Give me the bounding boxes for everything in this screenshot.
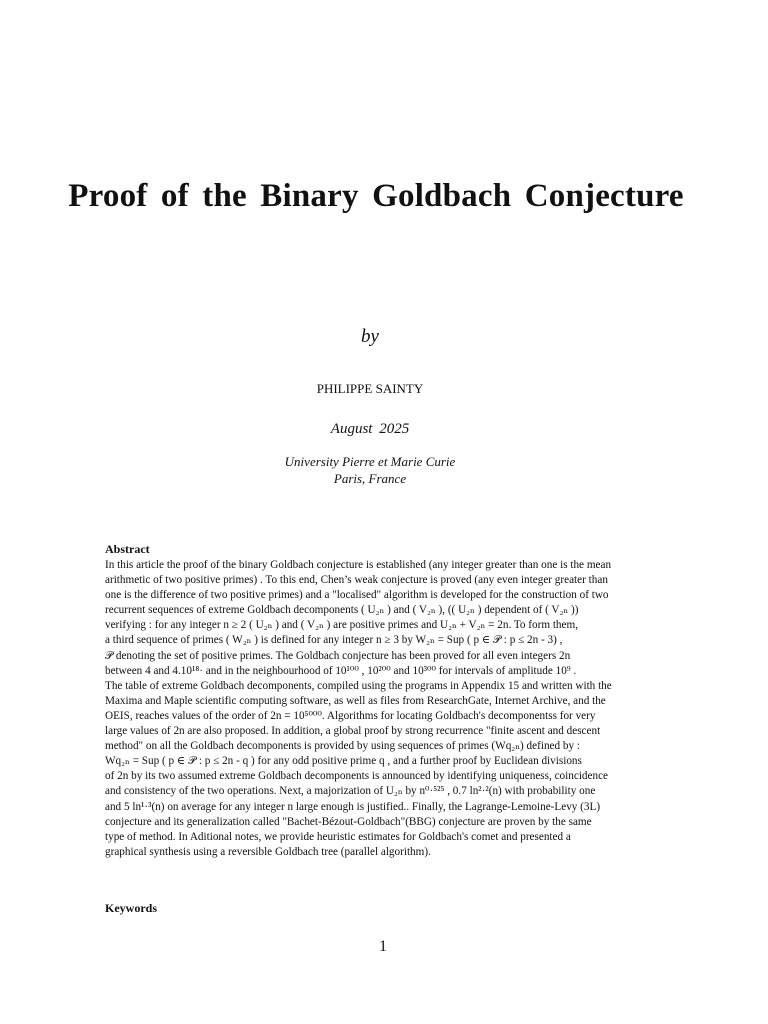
- abstract-line: Wq₂ₙ = Sup ( p ∈ 𝒫 : p ≤ 2n - q ) for any odd positive prime q , and a further proof by Euclidean divisions: [105, 755, 582, 768]
- abstract-line: arithmetic of two positive primes) . To this end, Chen’s weak conjecture is proved (any even integer greater than: [105, 574, 608, 587]
- abstract-line: type of method. In Aditional notes, we provide heuristic estimates for Goldbach's comet and presented a: [105, 830, 571, 843]
- abstract-line: between 4 and 4.10¹⁸· and in the neighbourhood of 10¹⁰⁰ , 10²⁰⁰ and 10³⁰⁰ for intervals of amplitude 10⁹ .: [105, 664, 577, 677]
- abstract-line: a third sequence of primes ( W₂ₙ ) is defined for any integer n ≥ 3 by W₂ₙ = Sup ( p ∈ 𝒫 : p ≤ 2n - 3) ,: [105, 634, 563, 647]
- publication-date: August 2025: [330, 421, 410, 437]
- abstract-line: large values of 2n are also proposed. In addition, a global proof by strong recurrence "finite ascent and descent: [105, 725, 601, 738]
- abstract-line: conjecture and its generalization called "Bachet-Bézout-Goldbach"(BBG) conjecture are proven by the same: [105, 815, 592, 828]
- abstract-line: graphical synthesis using a reversible Goldbach tree (parallel algorithm).: [105, 845, 431, 858]
- abstract-line: method" on all the Goldbach decomponents is provided by using sequences of primes (Wq₂ₙ) defined by :: [105, 740, 580, 753]
- abstract-line: of 2n by its two assumed extreme Goldbach decomponents is announced by identifying uniqueness, coincidence: [105, 770, 609, 783]
- paper-title: Proof of the Binary Goldbach Conjecture: [68, 178, 684, 214]
- abstract-line: OEIS, reaches values of the order of 2n = 10⁵⁰⁰⁰. Algorithms for locating Goldbach's decomponentss for very: [105, 709, 596, 722]
- affiliation: [0, 453, 740, 487]
- author-name: PHILIPPE SAINTY: [316, 381, 424, 396]
- abstract-line: and 5 ln¹·³(n) on average for any integer n large enough is justified.. Finally, the Lagrange-Lemoine-Levy (3L): [105, 800, 601, 813]
- affiliation-university: University Pierre et Marie Curie: [284, 454, 456, 469]
- affiliation-location: Paris, France: [333, 471, 407, 486]
- abstract-line: one is the difference of two positive primes) and a "localised" algorithm is developed for the construction of two: [105, 589, 609, 602]
- byline: by: [361, 326, 379, 347]
- abstract-line: In this article the proof of the binary Goldbach conjecture is established (any integer greater than one is the mean: [105, 559, 612, 571]
- abstract-line: verifying : for any integer n ≥ 2 ( U₂ₙ ) and ( V₂ₙ ) are positive primes and U₂ₙ + V₂ₙ = 2n. To form them,: [105, 619, 578, 632]
- keywords-heading: Keywords: [105, 901, 157, 915]
- abstract-line: 𝒫 denoting the set of positive primes. The Goldbach conjecture has been proved for all even integers 2n: [105, 649, 571, 662]
- abstract-line: The table of extreme Goldbach decomponents, compiled using the programs in Appendix 15 and written with the: [105, 679, 612, 692]
- abstract-line: recurrent sequences of extreme Goldbach decomponents ( U₂ₙ ) and ( V₂ₙ ), (( U₂ₙ ) dependent of ( V₂ₙ )): [105, 604, 579, 617]
- abstract-heading: Abstract: [105, 542, 150, 556]
- abstract-line: Maxima and Maple scientific computing software, as well as files from ResearchGate, Internet Archive, and the: [105, 694, 606, 707]
- page-number: 1: [379, 938, 387, 955]
- abstract-line: and consistency of the two operations. Next, a majorization of U₂ₙ by n⁰·⁵²⁵ , 0.7 ln²·²(n) with probability one: [105, 785, 596, 798]
- abstract-body: [105, 558, 683, 860]
